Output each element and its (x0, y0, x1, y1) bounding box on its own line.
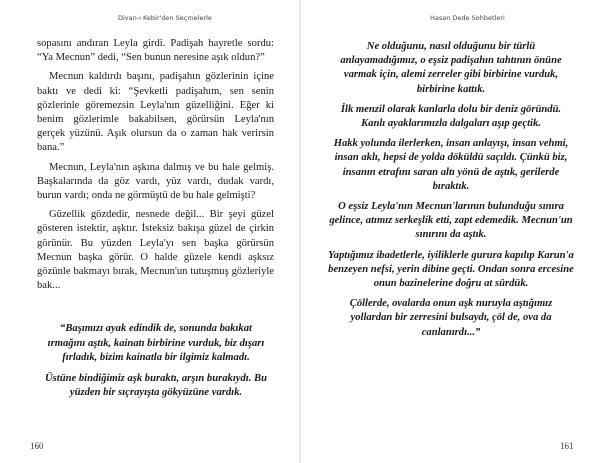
quote-stanza: Yaptığımız ibadetlerle, iyiliklerle gurura kapılıp Karun'a benzeyen nefsi, yerin dibine geçti. Ondan sonra ercesine onun bazinelerine doğru at sürdük. (328, 249, 574, 290)
paragraph: sopasını andıran Leyla girdi. Padişah hayretle sordu: “Ya Mecnun” dedi, “Sen bunun neresine aşık oldun?” (37, 38, 274, 64)
right-running-header: Hasan Dede Sohbetleri (430, 14, 505, 22)
quote-stanza: O eşsiz Leyla'nın Mecnun'larının bulunduğu sınıra gelince, atımız serkeşlik etti, zapt edemedik. Mecnun'un sınırını da aştık. (329, 201, 573, 241)
paragraph: Mecnun kaldırdı başını, padişahın gözlerinin içine baktı ve dedi ki: “Şevketli padişahım, sen senin gözlerinle göremezsin Leyla'nın güzelliğini. Eğer ki benim gözlerimle bakabilsen, görürsün Leyla'nın gerçek yüzünü. Aşık olursun da o zaman hak verirsin bana.” (37, 71, 274, 154)
left-body-text (37, 37, 274, 298)
left-poem-quote (40, 322, 272, 407)
right-poem-quote (328, 40, 574, 346)
quote-stanza: Ne olduğunu, nasıl olduğunu bir türlü anlayamadığımız, o eşsiz padişahın tahtının önüne varmak için, alemi zerreler gibi birbirine vurduk, birbirine kattık. (340, 41, 562, 95)
quote-stanza: “Başımızı ayak edindik de, sonunda bakıkat ırmağını aştık, kainatı birbirine vurduk, biz dışarı fırladık, bizim kainatla bir ilgimiz kalmadı. (47, 323, 265, 363)
quote-stanza: Üstüne bindiğimiz aşk buraktı, arşın burakıydı. Bu yüzden bir sıçrayışta gökyüzüne vardık. (45, 372, 267, 398)
paragraph: Mecnun, Leyla'nın aşkına dalmış ve bu hale gelmiş. Başkalarında da göz vardı, yüz vardı, dudak vardı, burun vardı; onda ne görmüştü de bu hale gelmişti? (37, 161, 274, 202)
quote-stanza: İlk menzil olarak kanlarla dolu bir deniz göründü. Kanlı ayaklarımızla dalgaları aşıp geçtik. (340, 103, 562, 130)
paragraph: Güzellik gözdedir, nesnede değil... Bir şeyi güzel gösteren istektir, aşktır. İsteksiz bakışa güzel de çirkin görünür. Bu yüzden Leyla'yı sen başka görürsün Mecnun başka görür. O halde güzele kendi aşksız gözünle bakmayı bırak, Mecnun'un tutuşmuş gözleriyle bak... (37, 209, 274, 292)
right-page-number: 161 (560, 441, 574, 451)
quote-stanza: Çöllerde, ovalarda onun aşk nuruyla aştığımız yollardan bir zerresini bulsaydı, çöl de, ova da canlanırdı...” (349, 298, 553, 338)
right-page (300, 0, 600, 463)
left-page-number: 160 (30, 441, 44, 451)
left-running-header: Divan-ı Kebir'den Seçmelerle (118, 14, 212, 22)
quote-stanza: Hakk yolunda ilerlerken, insan anlayışı, insan vehmi, insan aklı, hepsi de yolda döküldü saçıldı. Çünkü biz, insanın etrafını saran altı yönü de aştık, gerilerde bıraktık. (333, 138, 569, 192)
